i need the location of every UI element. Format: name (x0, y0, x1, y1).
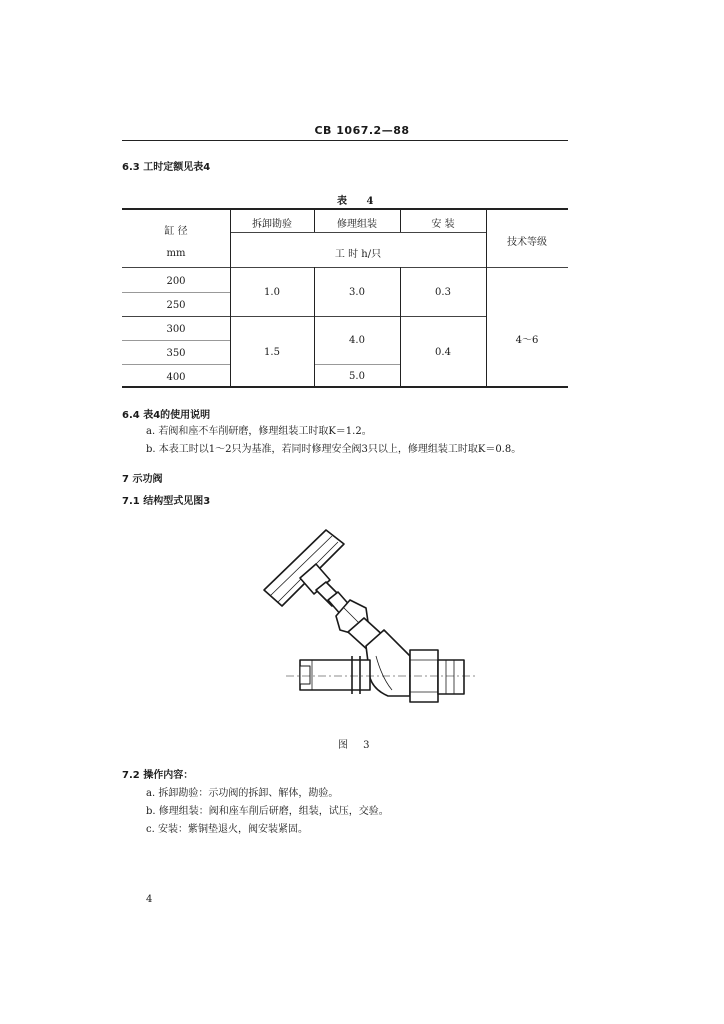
note-a: a. 若阀和座不车削研磨，修理组装工时取K＝1.2。 (146, 426, 372, 437)
table-col-rule (314, 267, 315, 386)
diameter-cell: 400 (166, 372, 186, 383)
disassembly-cell: 1.0 (264, 287, 280, 298)
install-cell: 0.3 (435, 287, 451, 298)
operation-a: a. 拆卸勘验：示功阀的拆卸、解体，勘验。 (146, 788, 339, 799)
header-rule (122, 140, 568, 141)
table-col-rule (400, 267, 401, 386)
section-6-4-heading: 6.4 表4的使用说明 (122, 410, 211, 421)
section-7-2-heading: 7.2 操作内容： (122, 770, 194, 781)
header-diameter: 缸 径 (164, 226, 188, 237)
operation-c: c. 安装：紫铜垫退火，阀安装紧固。 (146, 824, 308, 835)
table-row-rule (122, 364, 230, 365)
figure-caption: 图 3 (338, 740, 376, 751)
table-row-rule (122, 340, 230, 341)
diameter-cell: 250 (166, 300, 186, 311)
document-header: CB 1067.2—88 (314, 124, 410, 137)
note-b: b. 本表工时以1～2只为基准，若同时修理安全阀3只以上，修理组装工时取K＝0.8。 (146, 444, 522, 455)
section-6-3-heading: 6.3 工时定额见表4 (122, 162, 211, 173)
header-disassembly: 拆卸勘验 (252, 219, 292, 230)
diameter-cell: 300 (166, 324, 186, 335)
table-header-rule (230, 232, 486, 233)
operation-b: b. 修理组装：阀和座车削后研磨，组装，试压，交验。 (146, 806, 389, 817)
section-7-heading: 7 示功阀 (122, 474, 163, 485)
table-top-rule (122, 208, 568, 210)
indicator-valve-drawing (256, 520, 496, 710)
table-header-bottom-rule (122, 267, 568, 268)
table-row-rule (122, 292, 230, 293)
table-group-rule (122, 316, 486, 317)
table-bottom-rule (122, 386, 568, 388)
grade-cell: 4～6 (515, 335, 539, 346)
header-grade: 技术等级 (507, 237, 547, 248)
repair-cell: 5.0 (349, 371, 365, 382)
table-caption: 表 4 (337, 196, 382, 207)
repair-cell: 4.0 (349, 335, 365, 346)
page-number: 4 (146, 894, 153, 905)
table-col-rule (230, 210, 231, 386)
header-install: 安 装 (431, 219, 455, 230)
diameter-cell: 200 (166, 276, 186, 287)
disassembly-cell: 1.5 (264, 347, 280, 358)
section-7-1-heading: 7.1 结构型式见图3 (122, 496, 211, 507)
header-unit: mm (166, 248, 186, 259)
table-row-rule (314, 364, 400, 365)
install-cell: 0.4 (435, 347, 451, 358)
header-repair: 修理组装 (337, 219, 377, 230)
header-work-hours: 工 时 h/只 (334, 249, 382, 260)
diameter-cell: 350 (166, 348, 186, 359)
repair-cell: 3.0 (349, 287, 365, 298)
